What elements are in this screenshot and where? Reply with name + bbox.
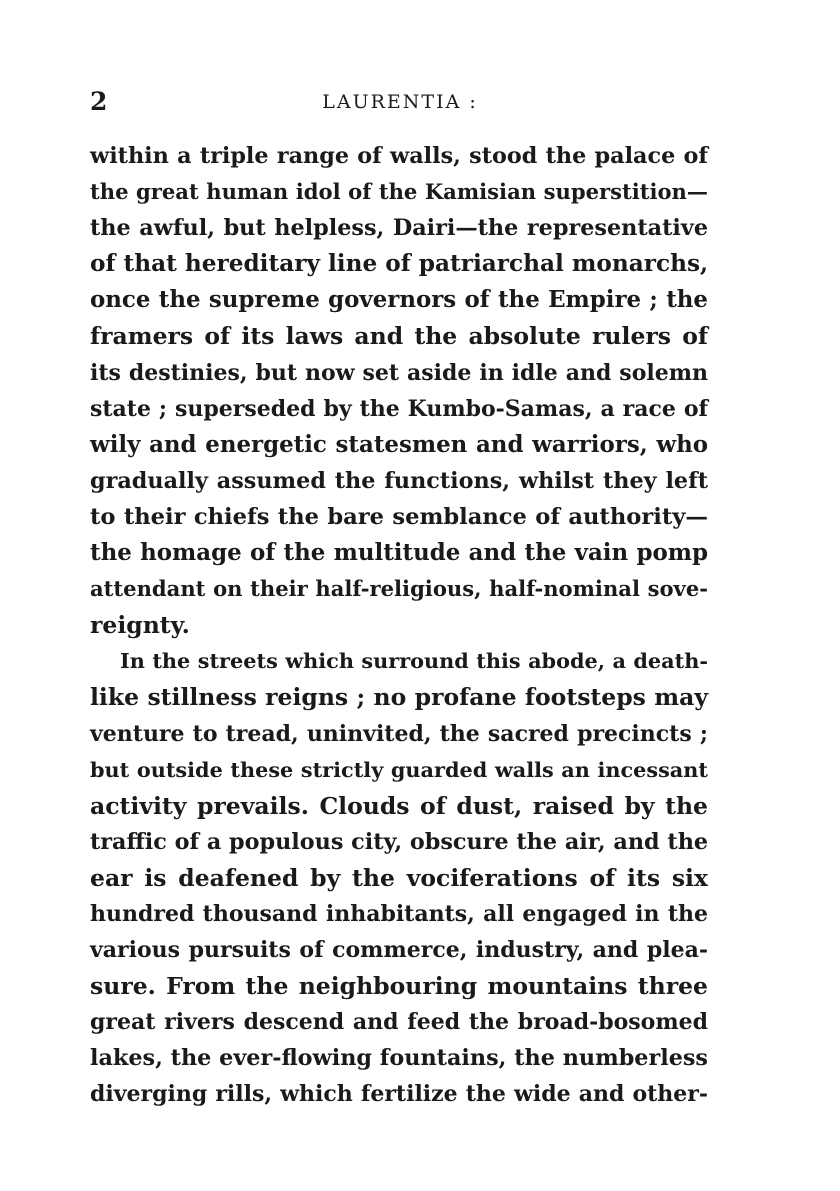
- text-line: attendant on their half-religious, half-nominal sove-: [90, 576, 708, 602]
- text-line: various pursuits of commerce, industry, and plea-: [90, 937, 708, 964]
- text-line: traffic of a populous city, obscure the air, and the: [90, 828, 709, 855]
- text-line: within a triple range of walls, stood the palace of: [90, 143, 708, 169]
- page-number: 2: [90, 87, 108, 116]
- text-line: the awful, but helpless, Dairi—the representative: [90, 215, 708, 242]
- text-line: activity prevails. Clouds of dust, raised by the: [90, 791, 708, 820]
- text-line: great rivers descend and feed the broad-bosomed: [90, 1009, 708, 1036]
- paragraph-2: [90, 643, 708, 1112]
- text-line: of that hereditary line of patriarchal monarchs,: [90, 250, 709, 278]
- text-line: In the streets which surround this abode, a death-: [120, 648, 708, 674]
- text-line: sure. From the neighbouring mountains three: [90, 972, 708, 1001]
- text-line: like stillness reigns ; no profane footsteps may: [90, 683, 708, 712]
- text-line: venture to tread, uninvited, the sacred precincts ;: [90, 720, 708, 747]
- text-line: diverging rills, which fertilize the wide and other-: [90, 1081, 708, 1108]
- running-head: [90, 82, 710, 122]
- text-line: reignty.: [90, 611, 190, 640]
- text-line: to their chiefs the bare semblance of authority—: [90, 503, 708, 530]
- text-line: but outside these strictly guarded walls an incessant: [90, 756, 708, 782]
- text-line: the homage of the multitude and the vain pomp: [90, 539, 708, 567]
- paragraph-1: [90, 138, 708, 643]
- text-line: wily and energetic statesmen and warriors, who: [90, 430, 708, 458]
- text-line: gradually assumed the functions, whilst they left: [90, 467, 708, 494]
- text-line: hundred thousand inhabitants, all engaged in the: [90, 900, 708, 927]
- text-line: once the supreme governors of the Empire ; the: [90, 286, 708, 314]
- body-text: [90, 138, 708, 1113]
- text-line: lakes, the ever-flowing fountains, the numberless: [90, 1045, 708, 1072]
- text-line: state ; superseded by the Kumbo-Samas, a race of: [90, 395, 708, 422]
- text-line: framers of its laws and the absolute rulers of: [90, 322, 708, 351]
- running-title: LAURENTIA :: [322, 91, 478, 113]
- text-line: ear is deafened by the vociferations of its six: [90, 863, 708, 892]
- text-line: its destinies, but now set aside in idle and solemn: [90, 359, 708, 386]
- text-line: the great human idol of the Kamisian superstition—: [90, 179, 708, 205]
